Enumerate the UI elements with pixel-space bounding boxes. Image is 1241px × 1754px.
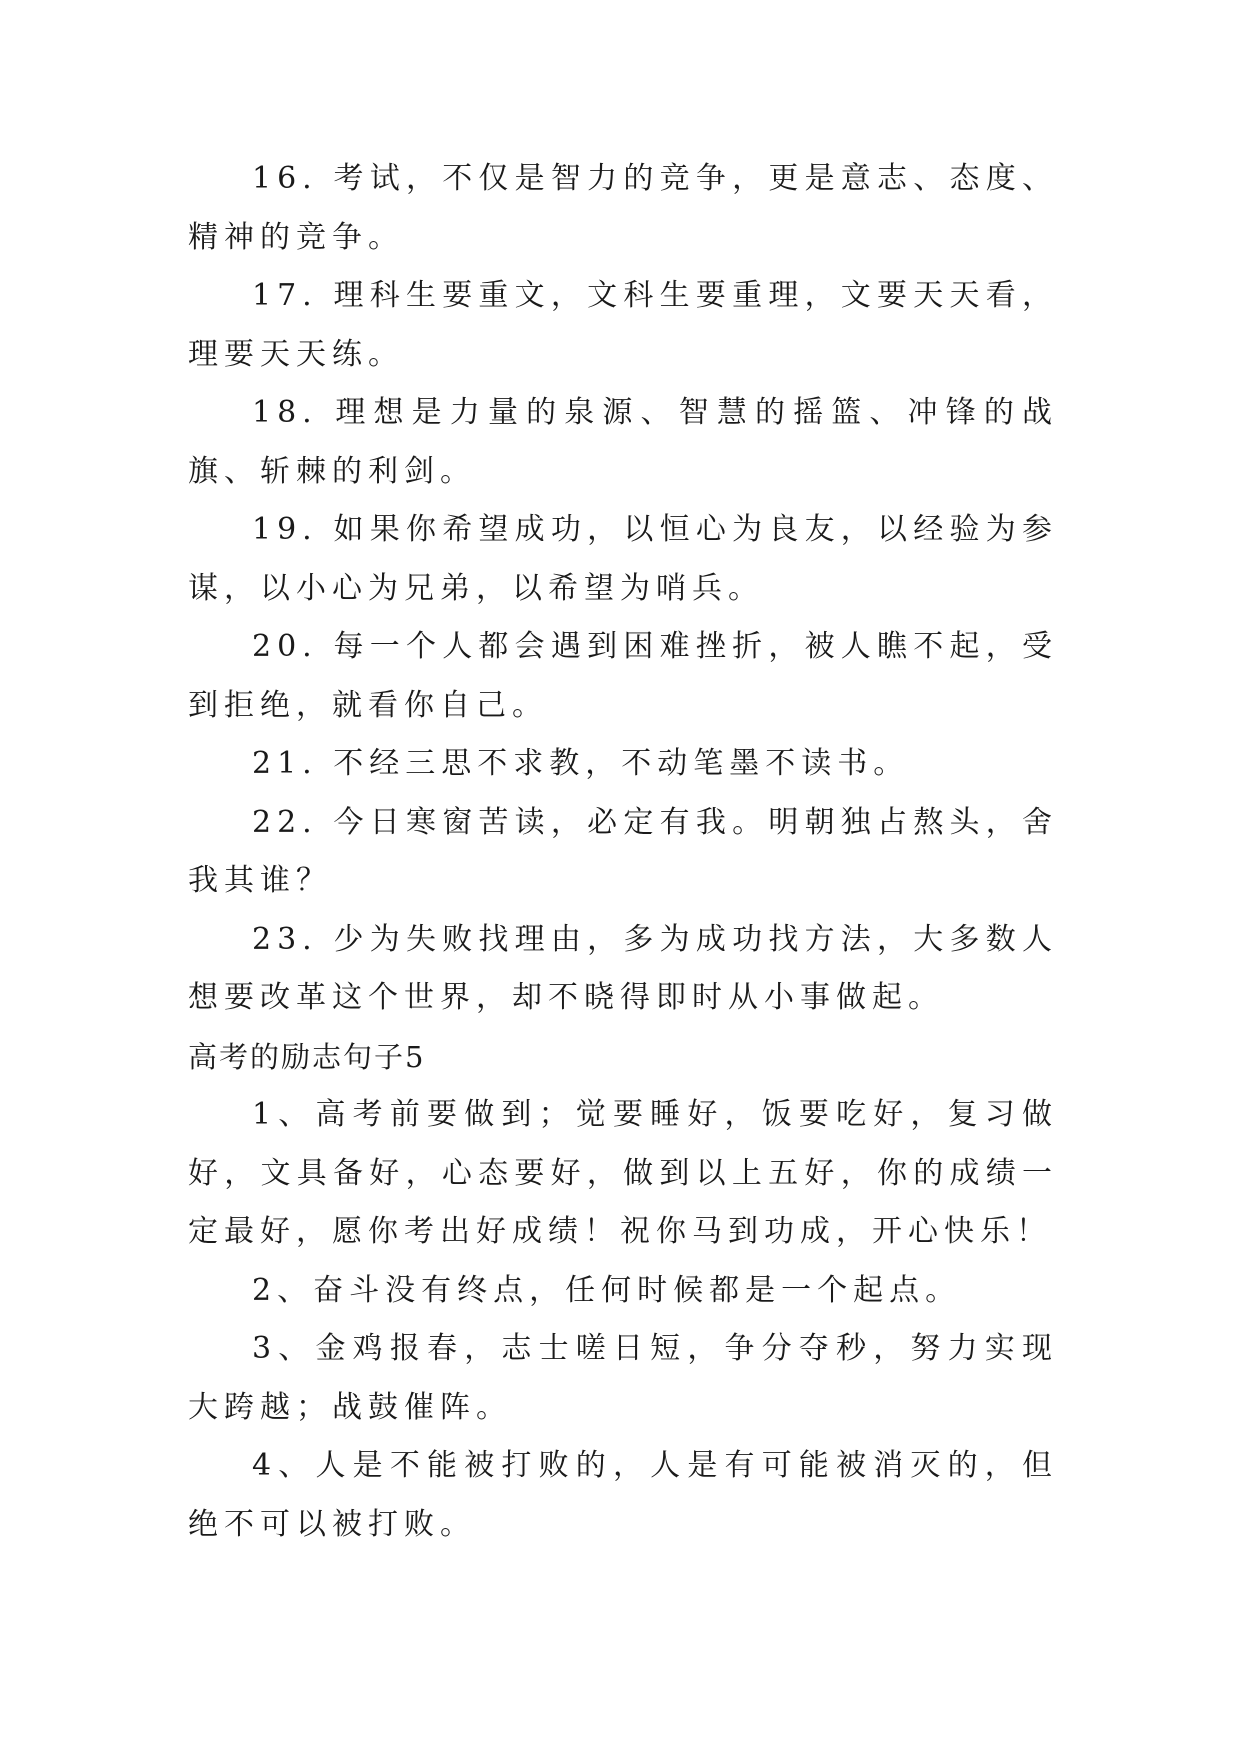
quote-paragraph-19: 19. 如果你希望成功，以恒心为良友，以经验为参谋，以小心为兄弟，以希望为哨兵。 (188, 512, 1058, 606)
quote-paragraph-17: 17. 理科生要重文，文科生要重理，文要天天看，理要天天练。 (188, 278, 1058, 372)
quote-paragraph-23: 23. 少为失败找理由，多为成功找方法，大多数人想要改革这个世界，却不晓得即时从小事做起。 (188, 921, 1058, 1015)
quote-paragraph-16: 16. 考试，不仅是智力的竞争，更是意志、态度、精神的竞争。 (188, 161, 1058, 255)
section-heading: 高考的励志句子5 (188, 1039, 426, 1074)
quote-paragraph-3: 3、金鸡报春，志士嗟日短，争分夺秒，努力实现大跨越；战鼓催阵。 (188, 1331, 1058, 1425)
quote-paragraph-18: 18. 理想是力量的泉源、智慧的摇篮、冲锋的战旗、斩棘的利剑。 (188, 395, 1058, 489)
quote-paragraph-4: 4、人是不能被打败的，人是有可能被消灭的，但绝不可以被打败。 (188, 1448, 1058, 1542)
quote-paragraph-1: 1、高考前要做到；觉要睡好，饭要吃好，复习做好，文具备好，心态要好，做到以上五好，你的成绩一定最好，愿你考出好成绩！祝你马到功成，开心快乐！ (188, 1097, 1058, 1249)
quote-paragraph-2: 2、奋斗没有终点，任何时候都是一个起点。 (252, 1272, 962, 1308)
quote-paragraph-22: 22. 今日寒窗苦读，必定有我。明朝独占熬头，舍我其谁？ (188, 804, 1058, 898)
quote-paragraph-21: 21. 不经三思不求教，不动笔墨不读书。 (252, 746, 910, 781)
quote-paragraph-20: 20. 每一个人都会遇到困难挫折，被人瞧不起，受到拒绝，就看你自己。 (188, 629, 1058, 723)
document-body (188, 150, 1058, 1554)
